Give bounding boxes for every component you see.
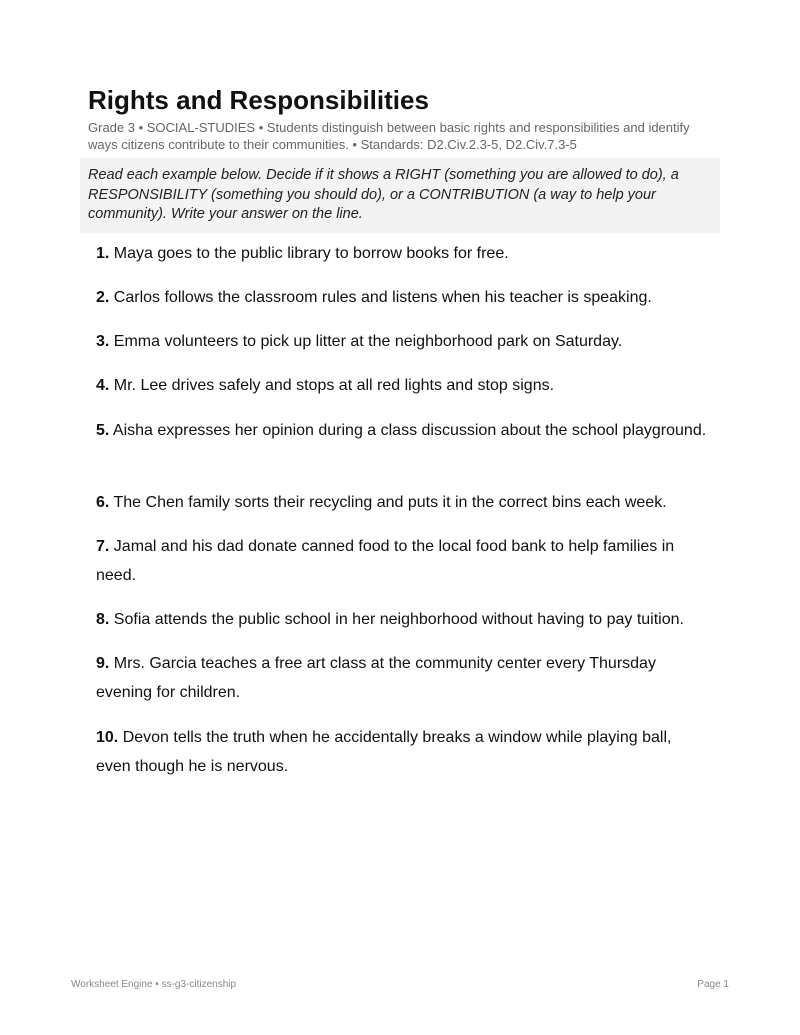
question-item [96,606,708,635]
question-number: 2. [96,289,110,306]
question-number: 5. [96,422,110,439]
footer-source: Worksheet Engine • ss-g3-citizenship [71,979,237,990]
instructions-box: Read each example below. Decide if it shows a RIGHT (something you are allowed to do), a RESPONSIBILITY (something you should do), or a CONTRIBUTION (a way to help your community). Write your answer on the line. [80,158,720,233]
question-text: Sofia attends the public school in her neighborhood without having to pay tuition. [113,611,684,628]
question-text: The Chen family sorts their recycling and puts it in the correct bins each week. [113,494,667,511]
question-item [96,284,708,313]
worksheet-subtitle: Grade 3 • SOCIAL-STUDIES • Students distinguish between basic rights and responsibilities and identify ways citizens contribute to their communities. • Standards: D2.Civ.2.3-5, D2.Civ.7.3-5 [88,120,690,152]
question-number: 9. [96,655,110,672]
question-item [96,489,708,518]
footer-page-number: Page 1 [697,979,729,990]
question-number: 8. [96,611,110,628]
question-text: Emma volunteers to pick up litter at the neighborhood park on Saturday. [113,333,623,350]
question-item [96,417,708,446]
question-text: Mr. Lee drives safely and stops at all red lights and stop signs. [113,377,555,394]
question-text: Carlos follows the classroom rules and listens when his teacher is speaking. [113,289,652,306]
question-number: 10. [96,729,119,746]
question-item [96,328,708,357]
question-text: Mrs. Garcia teaches a free art class at the community center every Thursday evening for children. [96,655,656,701]
question-text: Maya goes to the public library to borrow books for free. [113,245,509,262]
question-number: 7. [96,538,110,555]
question-number: 6. [96,494,110,511]
worksheet-title: Rights and Responsibilities [88,85,429,115]
question-number: 1. [96,245,110,262]
question-item [96,533,708,590]
question-item [96,372,708,401]
question-item [96,650,708,707]
question-item [96,724,708,781]
question-item [96,240,708,269]
question-text: Devon tells the truth when he accidentally breaks a window while playing ball, even though he is nervous. [96,729,672,775]
question-number: 4. [96,377,110,394]
question-text: Jamal and his dad donate canned food to the local food bank to help families in need. [96,538,675,584]
question-text: Aisha expresses her opinion during a class discussion about the school playground. [112,422,707,439]
question-number: 3. [96,333,110,350]
